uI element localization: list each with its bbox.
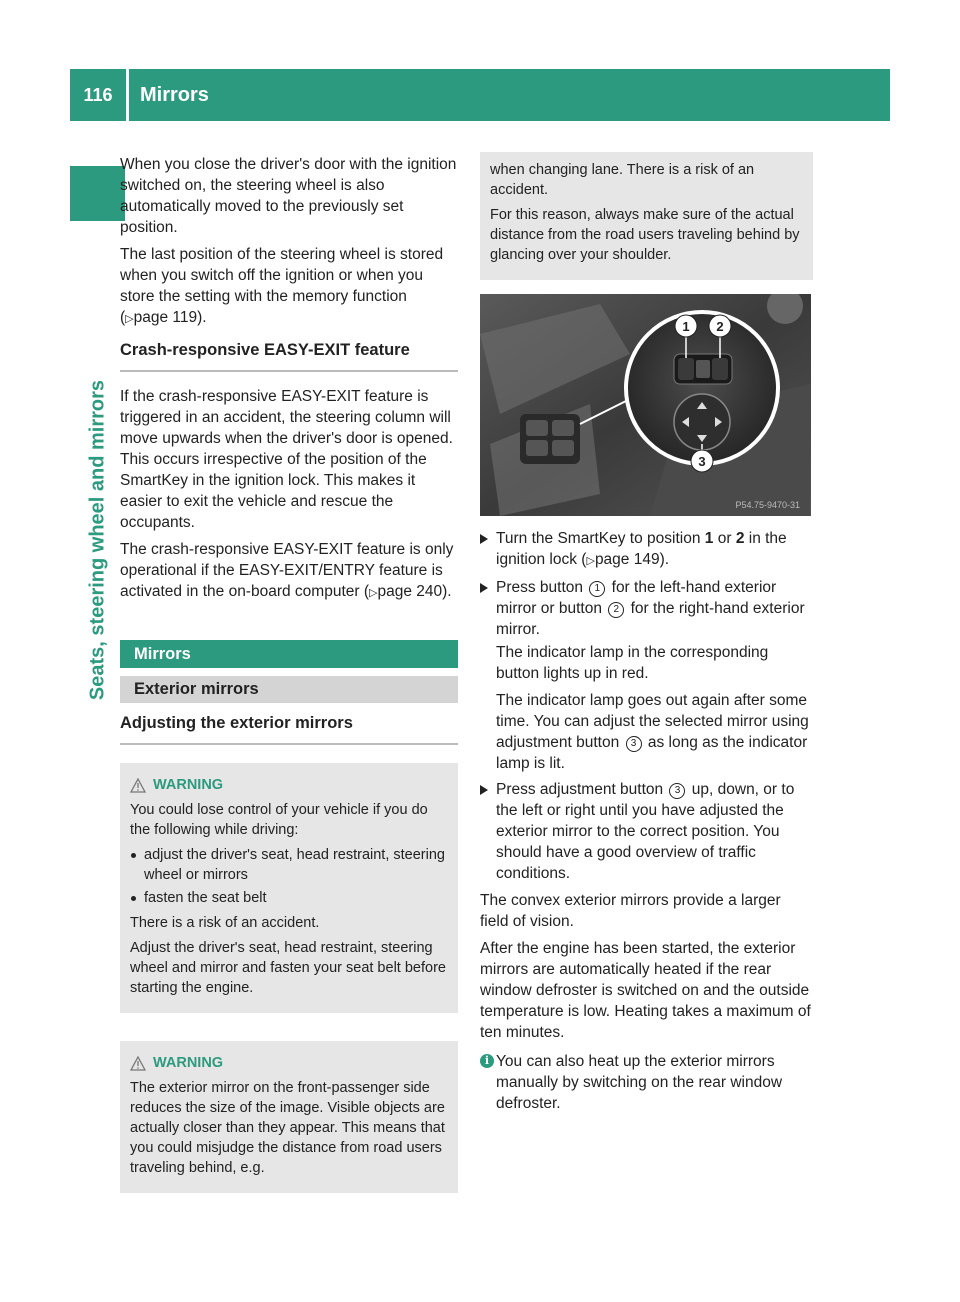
page-ref-icon: ▷ bbox=[369, 587, 378, 599]
warning-text: You could lose control of your vehicle if you do the following while driving: bbox=[130, 802, 428, 838]
info-icon: i bbox=[480, 1054, 494, 1068]
page-ref-link[interactable]: page 240). bbox=[377, 583, 452, 600]
callout-1: 1 bbox=[682, 319, 690, 334]
warning-box-continued bbox=[480, 152, 813, 280]
left-column bbox=[120, 154, 458, 1193]
paragraph: When you close the driver's door with the ignition switched on, the steering wheel is also automatically moved to the previously set position. bbox=[120, 156, 457, 236]
right-column bbox=[480, 152, 813, 1114]
heading-crash-easy-exit: Crash-responsive EASY-EXIT feature bbox=[120, 340, 458, 372]
chapter-marker bbox=[70, 166, 125, 221]
paragraph: The convex exterior mirrors provide a larger field of vision. bbox=[480, 892, 781, 930]
paragraph: The crash-responsive EASY-EXIT feature is only operational if the EASY-EXIT/ENTRY feature is activated in the on-board computer (▷page 240). bbox=[120, 541, 454, 600]
page-ref-link[interactable]: page 119). bbox=[133, 309, 207, 326]
heading-adjust-mirrors: Adjusting the exterior mirrors bbox=[120, 713, 458, 745]
step-item: Turn the SmartKey to position 1 or 2 in the ignition lock (▷page 149). bbox=[480, 528, 813, 572]
info-text: You can also heat up the exterior mirrors manually by switching on the rear window defroster. bbox=[496, 1053, 783, 1112]
list-item: adjust the driver's seat, head restraint, steering wheel or mirrors bbox=[130, 845, 448, 885]
warning-list bbox=[130, 845, 448, 908]
page-number: 116 bbox=[83, 85, 113, 105]
warning-box bbox=[120, 763, 458, 1013]
step-note: The indicator lamp in the corresponding button lights up in red. bbox=[496, 644, 769, 682]
chapter-tab bbox=[86, 320, 110, 760]
callout-ref-1: 1 bbox=[589, 581, 605, 597]
warning-text: There is a risk of an accident. bbox=[130, 915, 320, 931]
warning-title: WARNING bbox=[153, 777, 224, 793]
page-ref-link[interactable]: page 149). bbox=[594, 551, 670, 568]
instruction-steps bbox=[480, 528, 813, 884]
image-code: P54.75-9470-31 bbox=[735, 500, 800, 510]
page-title: Mirrors bbox=[140, 84, 209, 106]
warning-header bbox=[130, 1053, 448, 1073]
chapter-tab-label: Seats, steering wheel and mirrors bbox=[86, 379, 109, 701]
callout-ref-3: 3 bbox=[669, 783, 685, 799]
section-header-mirrors: Mirrors bbox=[120, 640, 458, 668]
header-divider bbox=[126, 69, 129, 121]
warning-header bbox=[130, 775, 448, 795]
door-panel-illustration bbox=[480, 294, 811, 516]
warning-text: For this reason, always make sure of the actual distance from the road users traveling behind by glancing over your shoulder. bbox=[490, 207, 800, 263]
warning-triangle-icon bbox=[130, 1056, 146, 1071]
warning-text: when changing lane. There is a risk of an accident. bbox=[490, 162, 755, 198]
info-note bbox=[480, 1051, 813, 1114]
subsection-header-exterior-mirrors: Exterior mirrors bbox=[120, 676, 458, 703]
paragraph: The last position of the steering wheel is stored when you switch off the ignition or when you store the setting with the memory function (▷page 119). bbox=[120, 246, 444, 326]
callout-ref-3: 3 bbox=[626, 736, 642, 752]
page-ref-icon: ▷ bbox=[586, 555, 595, 567]
mirror-controls-photo bbox=[480, 294, 811, 516]
warning-text: Adjust the driver's seat, head restraint, steering wheel and mirror and fasten your seat belt before starting the engine. bbox=[130, 940, 446, 996]
paragraph: After the engine has been started, the exterior mirrors are automatically heated if the rear window defroster is switched on and the outside temperature is low. Heating takes a maximum of ten minutes. bbox=[480, 940, 811, 1041]
warning-title: WARNING bbox=[153, 1055, 224, 1071]
callout-ref-2: 2 bbox=[608, 602, 624, 618]
step-note: The indicator lamp goes out again after some time. You can adjust the selected mirror using adjustment button 3 as long as the indicator lamp is lit. bbox=[496, 692, 809, 772]
paragraph: If the crash-responsive EASY-EXIT feature is triggered in an accident, the steering column will move upwards when the driver's door is opened. This occurs irrespective of the position of the SmartKey in the ignition lock. This makes it easier to exit the vehicle and rescue the occupants. bbox=[120, 388, 453, 531]
page-ref-icon: ▷ bbox=[125, 313, 134, 325]
callout-2: 2 bbox=[716, 319, 724, 334]
warning-box bbox=[120, 1041, 458, 1193]
list-item: fasten the seat belt bbox=[130, 888, 448, 908]
step-item: Press button 1 for the left-hand exterior mirror or button 2 for the right-hand exterior mirror. The indicator lamp in the corresponding button lights up in red. The indicator lamp goes out again after some time. You can adjust the selected mirror using adjustment button 3 as long as the indicator lamp is lit. bbox=[480, 577, 813, 774]
callout-3: 3 bbox=[698, 454, 706, 469]
step-item: Press adjustment button 3 up, down, or to the left or right until you have adjusted the exterior mirror to the correct position. You should have a good overview of traffic conditions. bbox=[480, 779, 813, 884]
warning-text: The exterior mirror on the front-passenger side reduces the size of the image. Visible objects are actually closer than they appear. This means that you could misjudge the distance from road users traveling behind, e.g. bbox=[130, 1080, 445, 1176]
warning-triangle-icon bbox=[130, 778, 146, 793]
